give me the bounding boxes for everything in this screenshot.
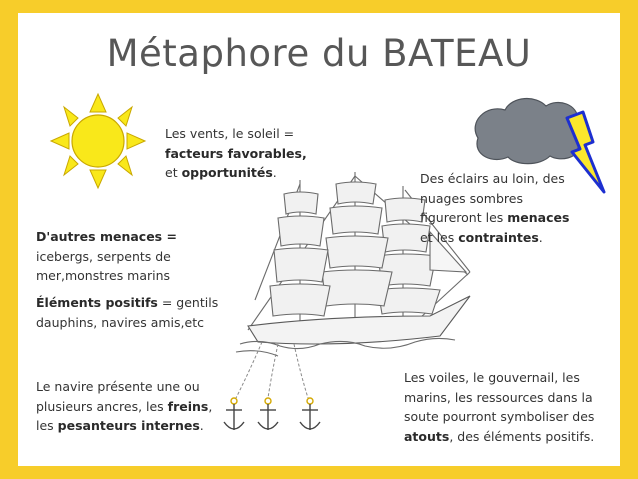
storm-caption-emphasis: menaces: [507, 210, 570, 225]
anchors-caption-line: les: [36, 418, 58, 433]
sails-caption-line: , des éléments positifs.: [449, 428, 595, 444]
sun-caption: [165, 124, 307, 183]
anchors-caption-line: ,: [208, 398, 213, 414]
sun-caption-line: facteurs favorables,: [165, 145, 307, 161]
storm-caption-line: Des éclairs au loin, des: [420, 171, 565, 186]
storm-caption-line: nuages sombres: [420, 190, 523, 206]
positives-caption-line: dauphins, navires amis,etc: [36, 314, 204, 330]
anchor-icon: [258, 398, 278, 430]
sun-caption-line: .: [272, 165, 277, 180]
threats-caption: [36, 227, 177, 286]
page-title: Métaphore du BATEAU: [106, 32, 532, 75]
anchor-icon: [224, 398, 244, 430]
threats-caption-heading: D'autres menaces =: [36, 229, 177, 244]
storm-caption-line: et les: [420, 229, 459, 245]
anchor-icon: [300, 398, 320, 430]
sails-caption-line: marins, les ressources dans la: [404, 389, 593, 405]
positives-caption-line: = gentils: [157, 295, 219, 310]
sun-icon: [51, 94, 145, 188]
sails-caption: [404, 368, 594, 446]
sun-caption-line: Les vents, le soleil =: [165, 126, 295, 141]
anchors-caption-emphasis: pesanteurs internes: [57, 418, 200, 433]
storm-caption: [420, 169, 569, 247]
sun-caption-emphasis: opportunités: [181, 165, 273, 180]
sun-caption-line: et: [165, 165, 182, 180]
storm-caption-emphasis: contraintes: [458, 229, 539, 245]
storm-caption-line: .: [538, 229, 543, 245]
positives-caption: [36, 293, 218, 332]
anchors-caption: [36, 377, 212, 436]
sails-caption-line: Les voiles, le gouvernail, les: [404, 370, 580, 385]
sails-caption-line: soute pourront symboliser des: [404, 409, 595, 424]
threats-caption-line: icebergs, serpents de: [36, 248, 171, 264]
anchors-caption-line: Le navire présente une ou: [36, 379, 200, 394]
sails-caption-emphasis: atouts: [404, 428, 450, 444]
threats-caption-line: mer,monstres marins: [36, 268, 171, 283]
anchors-caption-emphasis: freins: [167, 398, 209, 414]
positives-caption-heading: Éléments positifs: [36, 295, 158, 310]
storm-caption-line: figureront les: [420, 210, 508, 225]
lightning-icon: [567, 112, 604, 192]
anchors-caption-line: plusieurs ancres, les: [36, 398, 168, 414]
anchors-caption-line: .: [199, 418, 204, 433]
